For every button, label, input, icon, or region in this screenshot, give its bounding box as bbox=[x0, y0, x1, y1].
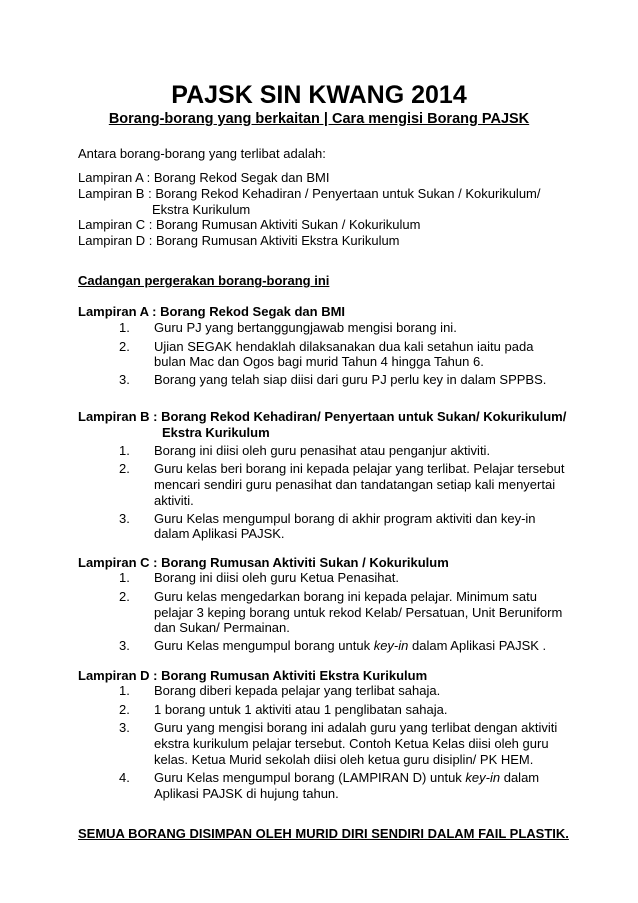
item-text: kelas. Ketua Murid sekolah diisi oleh ketua guru disiplin/ PK HEM. bbox=[154, 752, 534, 767]
item-text: Guru PJ yang bertanggungjawab mengisi borang ini. bbox=[154, 320, 457, 335]
item-text: Aplikasi PAJSK di hujung tahun. bbox=[154, 786, 339, 801]
lampiran-list-item: Lampiran D : Borang Rumusan Aktiviti Ekstra Kurikulum bbox=[78, 233, 400, 248]
item-text: bulan Mac dan Ogos bagi murid Tahun 4 hingga Tahun 6. bbox=[154, 354, 484, 369]
lampiran-list-item: Lampiran A : Borang Rekod Segak dan BMI bbox=[78, 170, 330, 185]
item-text: pelajar 3 keping borang untuk rekod Kelab/ Persatuan, Unit Beruniform bbox=[154, 605, 563, 620]
item-text: Guru yang mengisi borang ini adalah guru yang terlibat dengan aktiviti bbox=[154, 720, 558, 735]
item-number: 3. bbox=[119, 638, 130, 653]
item-text: dan Sukan/ Permainan. bbox=[154, 620, 290, 635]
page-subtitle: Borang-borang yang berkaitan | Cara mengisi Borang PAJSK bbox=[108, 111, 530, 127]
item-number: 1. bbox=[119, 683, 130, 698]
section-heading-c: Lampiran C : Borang Rumusan Aktiviti Sukan / Kokurikulum bbox=[78, 555, 449, 570]
item-number: 2. bbox=[119, 461, 130, 476]
item-text: Guru kelas beri borang ini kepada pelajar yang terlibat. Pelajar tersebut bbox=[154, 461, 565, 476]
lampiran-list-item: Lampiran C : Borang Rumusan Aktiviti Sukan / Kokurikulum bbox=[78, 217, 421, 232]
section-heading-d: Lampiran D : Borang Rumusan Aktiviti Ekstra Kurikulum bbox=[78, 668, 428, 683]
item-text: Borang ini diisi oleh guru Ketua Penasihat. bbox=[154, 570, 399, 585]
item-text: Borang ini diisi oleh guru penasihat atau penganjur aktiviti. bbox=[154, 443, 491, 458]
section-heading-a: Lampiran A : Borang Rekod Segak dan BMI bbox=[78, 304, 346, 319]
item-text: Borang diberi kepada pelajar yang terlibat sahaja. bbox=[154, 683, 441, 698]
item-number: 2. bbox=[119, 589, 130, 604]
item-text: dalam Aplikasi PAJSK. bbox=[154, 526, 285, 541]
item-text: Borang yang telah siap diisi dari guru PJ perlu key in dalam SPPBS. bbox=[154, 372, 547, 387]
item-number: 1. bbox=[119, 570, 130, 585]
item-text: Guru kelas mengedarkan borang ini kepada pelajar. Minimum satu bbox=[154, 589, 537, 604]
intro-text: Antara borang-borang yang terlibat adalah: bbox=[78, 146, 326, 161]
item-number: 2. bbox=[119, 702, 130, 717]
item-text: 1 borang untuk 1 aktiviti atau 1 penglibatan sahaja. bbox=[154, 702, 448, 717]
cadangan-heading: Cadangan pergerakan borang-borang ini bbox=[78, 273, 330, 288]
item-number: 3. bbox=[119, 511, 130, 526]
item-number: 3. bbox=[119, 372, 130, 387]
lampiran-list-item: Ekstra Kurikulum bbox=[152, 202, 251, 217]
section-heading-b-cont: Ekstra Kurikulum bbox=[162, 425, 270, 440]
item-text: aktiviti. bbox=[154, 493, 194, 508]
item-number: 4. bbox=[119, 770, 130, 785]
item-text: Guru Kelas mengumpul borang (LAMPIRAN D) untuk key-in dalam bbox=[154, 770, 540, 785]
item-number: 1. bbox=[119, 320, 130, 335]
page-title: PAJSK SIN KWANG 2014 bbox=[171, 81, 467, 109]
item-text: Guru Kelas mengumpul borang untuk key-in dalam Aplikasi PAJSK . bbox=[154, 638, 547, 653]
item-text: mencari sendiri guru penasihat dan tandatangan setiap kali menyertai bbox=[154, 477, 556, 492]
lampiran-list-item: Lampiran B : Borang Rekod Kehadiran / Penyertaan untuk Sukan / Kokurikulum/ bbox=[78, 186, 541, 201]
item-text: Guru Kelas mengumpul borang di akhir program aktiviti dan key-in bbox=[154, 511, 536, 526]
item-text: Ujian SEGAK hendaklah dilaksanakan dua kali setahun iaitu pada bbox=[154, 339, 534, 354]
section-heading-b: Lampiran B : Borang Rekod Kehadiran/ Penyertaan untuk Sukan/ Kokurikulum/ bbox=[78, 409, 567, 424]
item-text: ekstra kurikulum pelajar tersebut. Contoh Ketua Kelas diisi oleh guru bbox=[154, 736, 549, 751]
footer-note: SEMUA BORANG DISIMPAN OLEH MURID DIRI SENDIRI DALAM FAIL PLASTIK. bbox=[78, 826, 569, 841]
item-number: 3. bbox=[119, 720, 130, 735]
item-number: 2. bbox=[119, 339, 130, 354]
item-number: 1. bbox=[119, 443, 130, 458]
